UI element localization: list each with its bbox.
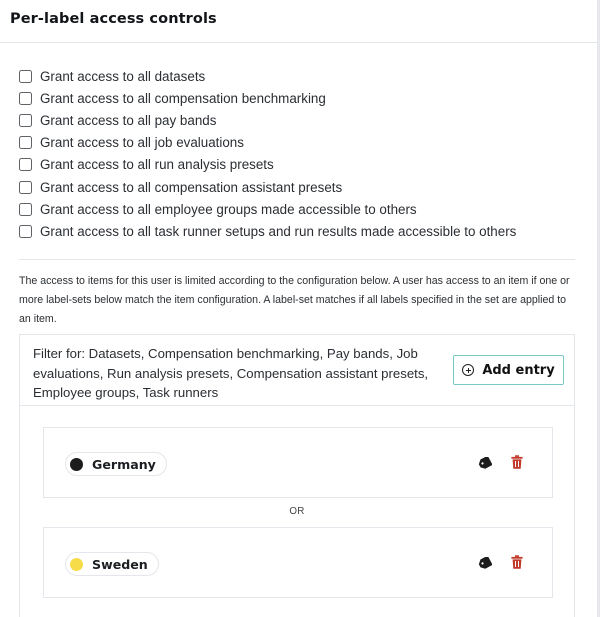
label-chip-text: Germany [92,456,156,472]
checkbox-box[interactable] [19,92,32,105]
grant-compensation-benchmarking-checkbox[interactable] [19,87,600,109]
checkbox-box[interactable] [19,70,32,83]
filter-description: Filter for: Datasets, Compensation benchmarking, Pay bands, Job evaluations, Run analysis presets, Compensation assistant presets, Employee groups, Task runners [33,346,429,400]
checkbox-box[interactable] [19,114,32,127]
or-separator: OR [289,506,305,517]
tag-icon[interactable] [478,457,492,469]
checkbox-box[interactable] [19,136,32,149]
checkbox-label: Grant access to all job evaluations [40,135,244,151]
checkbox-label: Grant access to all compensation benchmarking [40,90,326,106]
checkbox-label: Grant access to all datasets [40,68,206,84]
add-entry-button[interactable] [453,355,564,385]
grant-task-runner-checkbox[interactable] [19,220,600,242]
tag-icon[interactable] [478,557,492,569]
trash-icon[interactable] [511,455,523,469]
label-chip-text: Sweden [92,556,148,572]
access-info-text: The access to items for this user is limited according to the configuration below. A user has access to an item if one or more label-sets below match the item configuration. A label-set matches if all labels specified in the set are applied to an item. [19,274,570,325]
label-color-dot [70,458,83,471]
label-set-entry [43,427,553,498]
checkbox-box[interactable] [19,158,32,171]
label-color-dot [70,558,83,571]
checkbox-box[interactable] [19,181,32,194]
label-set-entry [43,527,553,598]
grant-job-evaluations-checkbox[interactable] [19,132,600,154]
section-header [0,0,600,43]
grant-pay-bands-checkbox[interactable] [19,109,600,131]
add-entry-label: Add entry [482,362,555,378]
checkbox-label: Grant access to all employee groups made accessible to others [40,201,417,217]
checkbox-label: Grant access to all run analysis presets [40,157,274,173]
grant-employee-groups-checkbox[interactable] [19,198,600,220]
checkbox-label: Grant access to all task runner setups and run results made accessible to others [40,223,517,239]
grant-run-analysis-presets-checkbox[interactable] [19,154,600,176]
grant-access-checkbox-list [0,43,600,243]
label-set-panel [19,334,575,617]
label-chip[interactable] [65,452,167,476]
checkbox-box[interactable] [19,225,32,238]
trash-icon[interactable] [511,555,523,569]
grant-compensation-assistant-presets-checkbox[interactable] [19,176,600,198]
grant-datasets-checkbox[interactable] [19,65,600,87]
checkbox-label: Grant access to all pay bands [40,112,217,128]
plus-circle-icon [462,364,474,376]
checkbox-box[interactable] [19,203,32,216]
checkbox-label: Grant access to all compensation assistant presets [40,179,343,195]
filter-header [20,335,574,406]
label-chip[interactable] [65,552,159,576]
section-title: Per-label access controls [10,11,217,27]
